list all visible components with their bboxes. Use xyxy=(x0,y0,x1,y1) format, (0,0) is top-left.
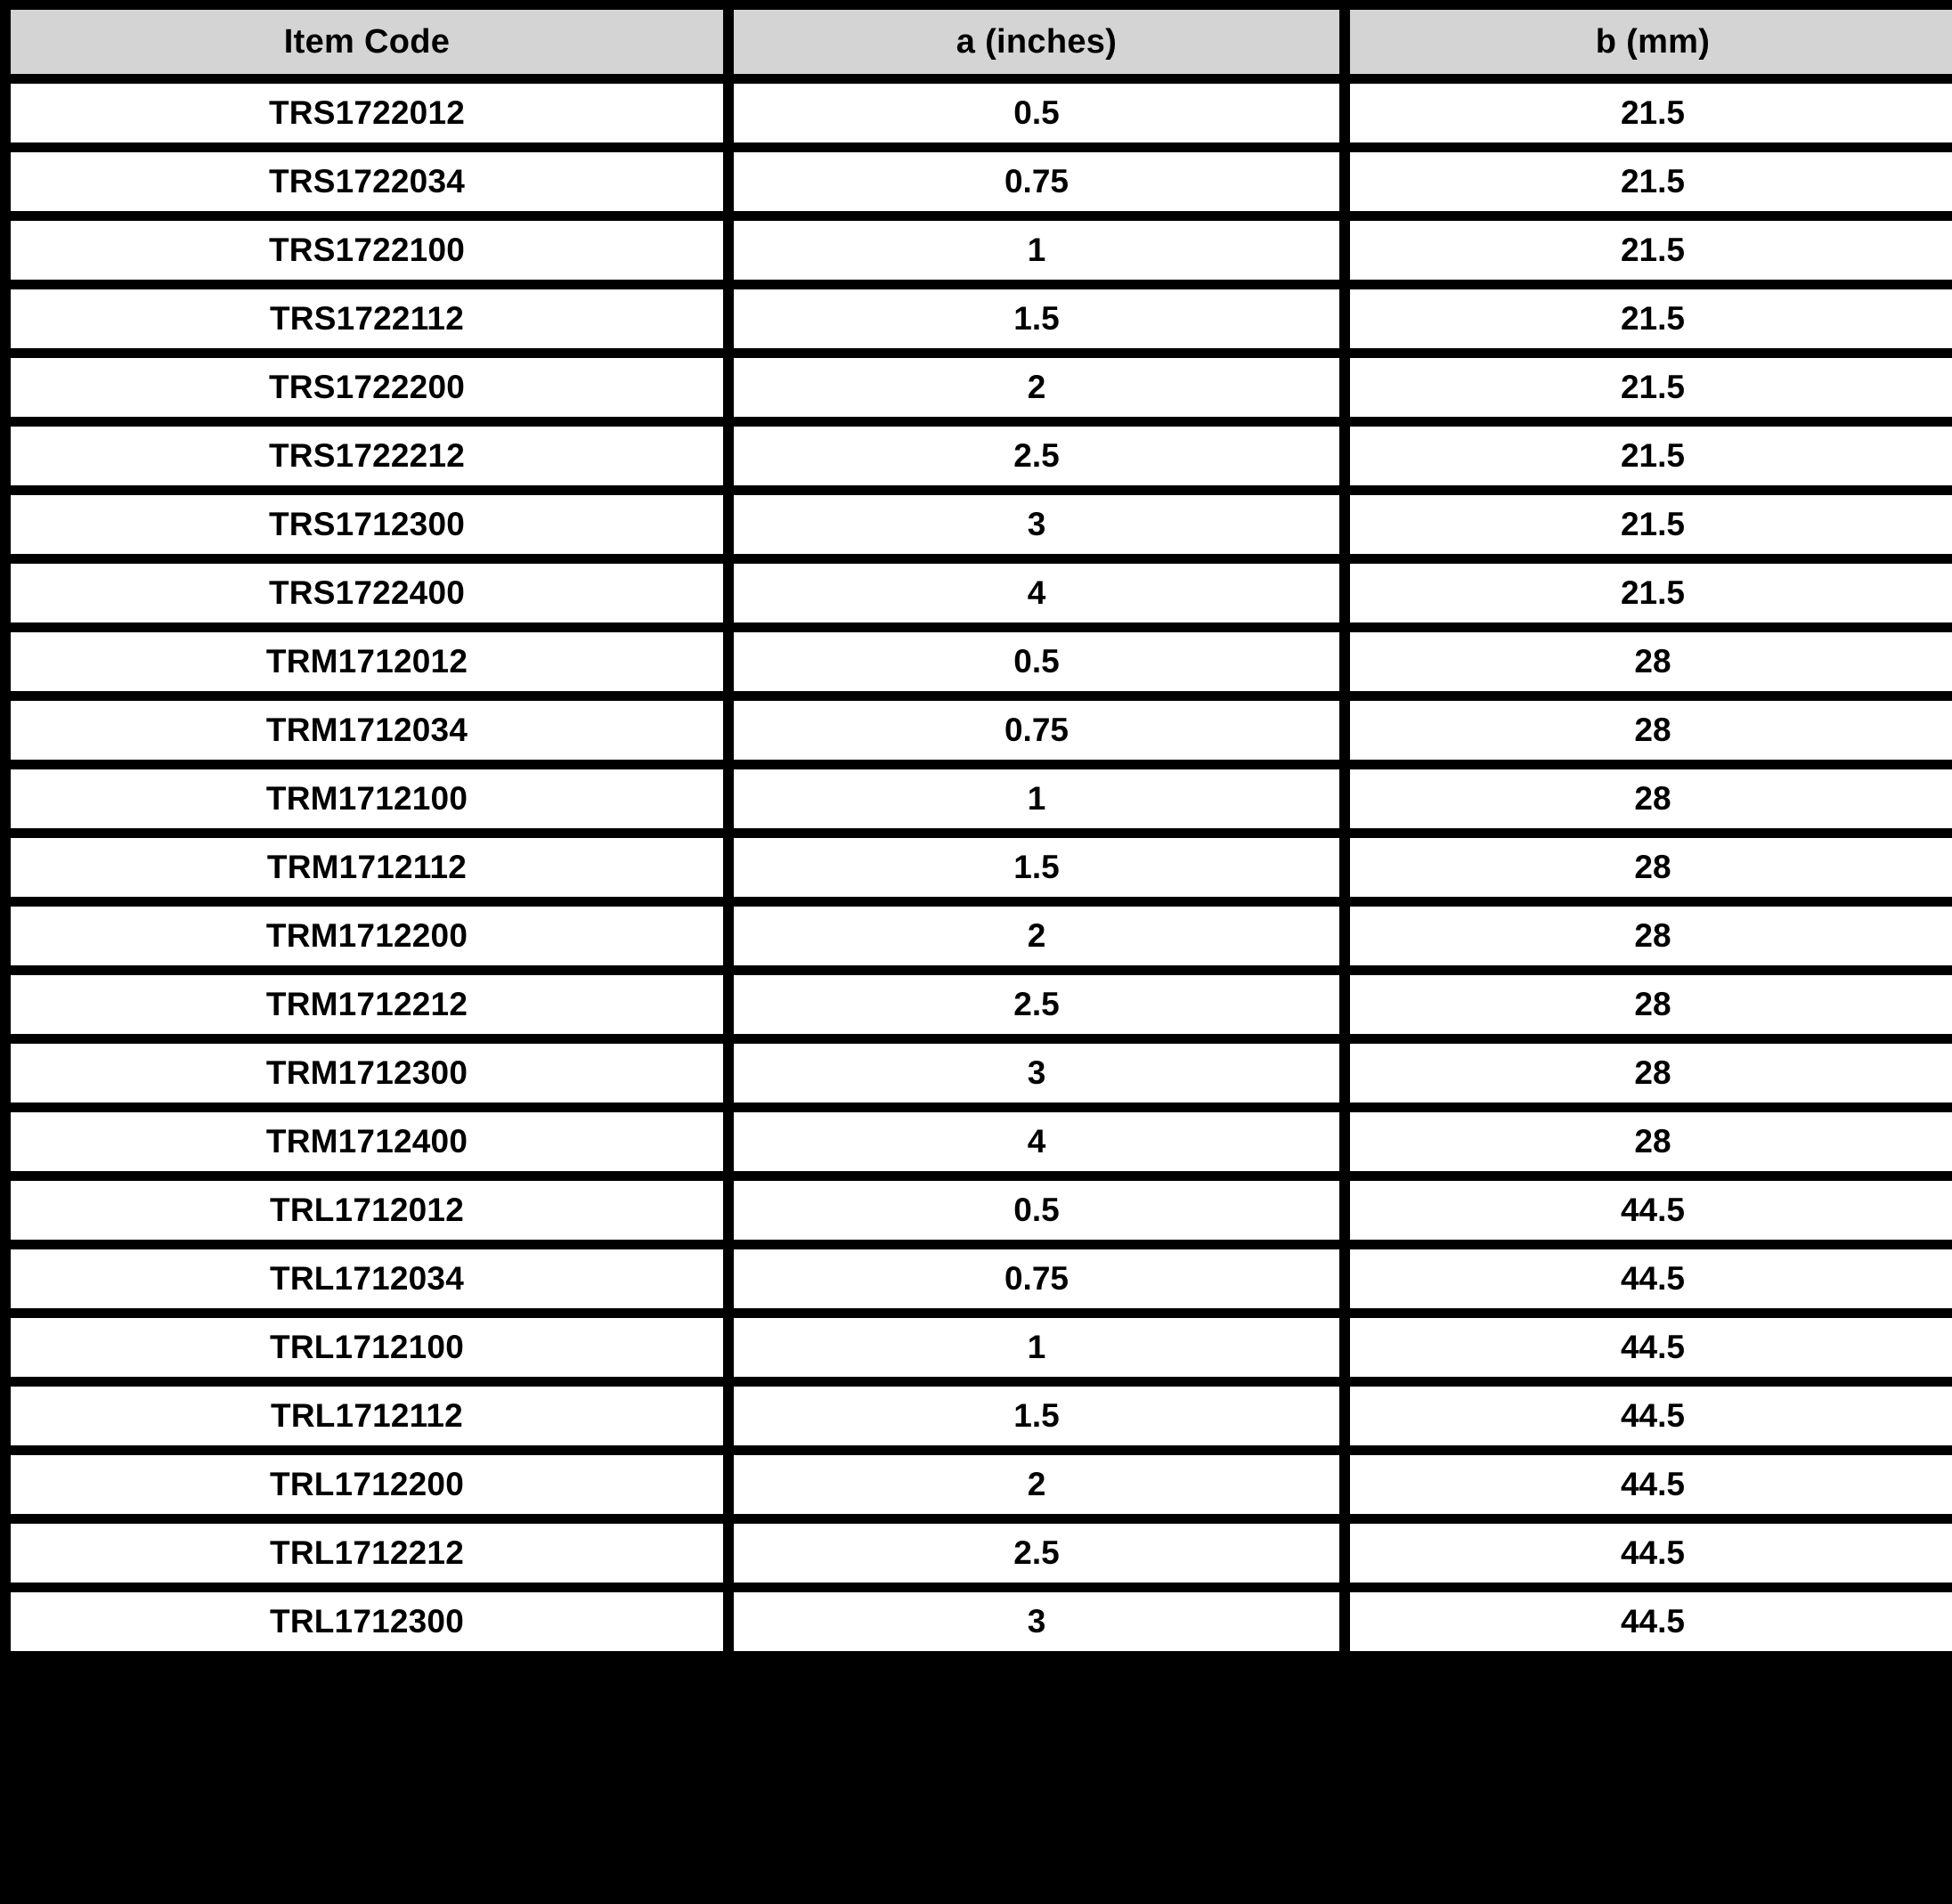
table-row xyxy=(11,289,1952,348)
cell-item-code: TRL1712012 xyxy=(11,1181,723,1240)
cell-a-inches: 0.75 xyxy=(734,1249,1339,1308)
table-row xyxy=(11,358,1952,417)
header-a-inches: a (inches) xyxy=(734,10,1339,74)
cell-item-code: TRM1712112 xyxy=(11,838,723,897)
cell-item-code: TRM1712212 xyxy=(11,975,723,1034)
cell-a-inches: 4 xyxy=(734,1112,1339,1171)
table-row xyxy=(11,84,1952,142)
table-header xyxy=(11,10,1952,74)
table-row xyxy=(11,1524,1952,1583)
cell-b-mm: 44.5 xyxy=(1350,1181,1952,1240)
cell-a-inches: 0.5 xyxy=(734,632,1339,691)
cell-b-mm: 44.5 xyxy=(1350,1455,1952,1514)
cell-b-mm: 21.5 xyxy=(1350,84,1952,142)
cell-b-mm: 44.5 xyxy=(1350,1387,1952,1445)
cell-a-inches: 0.75 xyxy=(734,152,1339,211)
cell-a-inches: 2.5 xyxy=(734,975,1339,1034)
cell-a-inches: 0.5 xyxy=(734,1181,1339,1240)
cell-b-mm: 21.5 xyxy=(1350,427,1952,485)
cell-a-inches: 1 xyxy=(734,1318,1339,1377)
header-row xyxy=(11,10,1952,74)
cell-b-mm: 44.5 xyxy=(1350,1249,1952,1308)
cell-item-code: TRM1712012 xyxy=(11,632,723,691)
cell-b-mm: 44.5 xyxy=(1350,1524,1952,1583)
table-row xyxy=(11,1592,1952,1651)
cell-a-inches: 2.5 xyxy=(734,1524,1339,1583)
table-row xyxy=(11,907,1952,965)
table-row xyxy=(11,1249,1952,1308)
cell-item-code: TRS1722400 xyxy=(11,564,723,622)
cell-item-code: TRM1712300 xyxy=(11,1044,723,1103)
table-row xyxy=(11,221,1952,280)
cell-a-inches: 2.5 xyxy=(734,427,1339,485)
table-row xyxy=(11,1387,1952,1445)
cell-b-mm: 28 xyxy=(1350,701,1952,760)
cell-b-mm: 21.5 xyxy=(1350,358,1952,417)
cell-a-inches: 1.5 xyxy=(734,838,1339,897)
cell-item-code: TRS1722212 xyxy=(11,427,723,485)
table-row xyxy=(11,701,1952,760)
cell-b-mm: 44.5 xyxy=(1350,1318,1952,1377)
cell-a-inches: 2 xyxy=(734,1455,1339,1514)
table-row xyxy=(11,564,1952,622)
cell-item-code: TRS1722100 xyxy=(11,221,723,280)
cell-item-code: TRM1712200 xyxy=(11,907,723,965)
cell-item-code: TRM1712034 xyxy=(11,701,723,760)
cell-item-code: TRL1712200 xyxy=(11,1455,723,1514)
cell-a-inches: 1 xyxy=(734,221,1339,280)
cell-item-code: TRS1722200 xyxy=(11,358,723,417)
cell-a-inches: 2 xyxy=(734,358,1339,417)
cell-item-code: TRS1712300 xyxy=(11,495,723,554)
cell-b-mm: 21.5 xyxy=(1350,289,1952,348)
table-row xyxy=(11,152,1952,211)
cell-item-code: TRL1712034 xyxy=(11,1249,723,1308)
cell-b-mm: 44.5 xyxy=(1350,1592,1952,1651)
cell-b-mm: 28 xyxy=(1350,632,1952,691)
cell-a-inches: 4 xyxy=(734,564,1339,622)
cell-a-inches: 3 xyxy=(734,495,1339,554)
table-row xyxy=(11,1044,1952,1103)
cell-a-inches: 3 xyxy=(734,1592,1339,1651)
cell-b-mm: 28 xyxy=(1350,975,1952,1034)
cell-b-mm: 28 xyxy=(1350,1112,1952,1171)
cell-a-inches: 3 xyxy=(734,1044,1339,1103)
cell-item-code: TRM1712400 xyxy=(11,1112,723,1171)
cell-item-code: TRL1712212 xyxy=(11,1524,723,1583)
table-row xyxy=(11,632,1952,691)
table-row xyxy=(11,1455,1952,1514)
cell-item-code: TRL1712112 xyxy=(11,1387,723,1445)
cell-a-inches: 1.5 xyxy=(734,1387,1339,1445)
table-row xyxy=(11,769,1952,828)
cell-item-code: TRM1712100 xyxy=(11,769,723,828)
table-row xyxy=(11,975,1952,1034)
table-row xyxy=(11,1318,1952,1377)
cell-a-inches: 0.5 xyxy=(734,84,1339,142)
cell-b-mm: 28 xyxy=(1350,1044,1952,1103)
table-row xyxy=(11,495,1952,554)
header-item-code: Item Code xyxy=(11,10,723,74)
cell-item-code: TRS1722034 xyxy=(11,152,723,211)
cell-b-mm: 21.5 xyxy=(1350,495,1952,554)
cell-item-code: TRL1712300 xyxy=(11,1592,723,1651)
cell-a-inches: 1.5 xyxy=(734,289,1339,348)
cell-item-code: TRS1722012 xyxy=(11,84,723,142)
cell-a-inches: 1 xyxy=(734,769,1339,828)
cell-item-code: TRL1712100 xyxy=(11,1318,723,1377)
cell-b-mm: 28 xyxy=(1350,838,1952,897)
table-row xyxy=(11,838,1952,897)
cell-b-mm: 21.5 xyxy=(1350,221,1952,280)
table-row xyxy=(11,1112,1952,1171)
cell-item-code: TRS1722112 xyxy=(11,289,723,348)
cell-a-inches: 0.75 xyxy=(734,701,1339,760)
cell-b-mm: 21.5 xyxy=(1350,152,1952,211)
cell-b-mm: 21.5 xyxy=(1350,564,1952,622)
table-row xyxy=(11,427,1952,485)
cell-b-mm: 28 xyxy=(1350,769,1952,828)
header-b-mm: b (mm) xyxy=(1350,10,1952,74)
cell-a-inches: 2 xyxy=(734,907,1339,965)
table-row xyxy=(11,1181,1952,1240)
cell-b-mm: 28 xyxy=(1350,907,1952,965)
table-body xyxy=(11,84,1952,1651)
